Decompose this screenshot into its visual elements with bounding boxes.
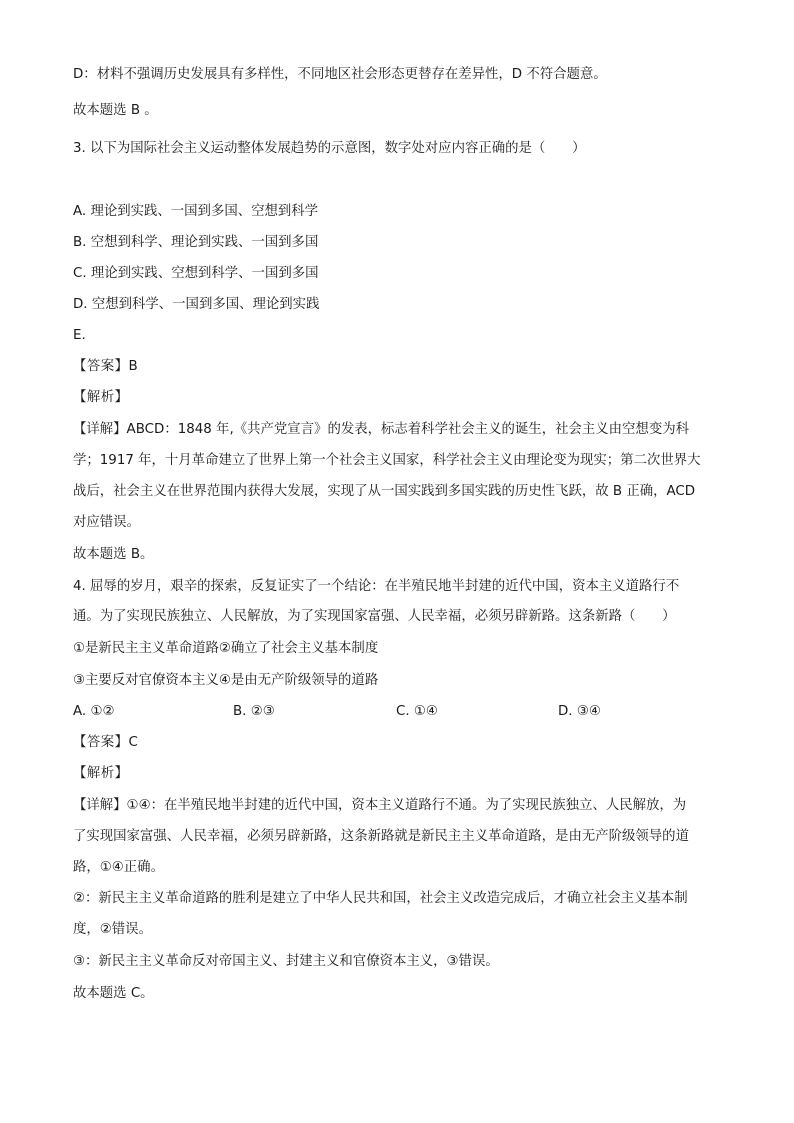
q4-answer: 【答案】C (73, 735, 139, 750)
q4-choice-c: C. ①④ (396, 704, 438, 719)
q4-conclusion: 故本题选 C。 (73, 986, 154, 1001)
prev-option-d-explanation: D：材料不强调历史发展具有多样性，不同地区社会形态更替存在差异性，D 不符合题意。 (73, 67, 607, 82)
q3-option-e: E. (73, 328, 86, 343)
q3-analysis-heading: 【解析】 (73, 390, 129, 405)
q3-option-d: D. 空想到科学、一国到多国、理论到实践 (73, 297, 320, 312)
q4-analysis-heading: 【解析】 (73, 766, 129, 781)
q4-detail-line: 度，②错误。 (73, 922, 152, 937)
q4-choice-b: B. ②③ (233, 704, 275, 719)
q4-statement-line: ①是新民主主义革命道路②确立了社会主义基本制度 (73, 641, 379, 656)
q3-conclusion: 故本题选 B。 (73, 547, 154, 562)
q4-detail-line: 路，①④正确。 (73, 860, 164, 875)
q3-answer: 【答案】B (73, 359, 139, 374)
q3-detail-line: 对应错误。 (73, 515, 140, 530)
q4-statement-line: ③主要反对官僚资本主义④是由无产阶级领导的道路 (73, 673, 379, 688)
q4-detail-line: 了实现国家富强、人民幸福，必须另辟新路，这条新路就是新民主主义革命道路，是由无产阶级领导的道 (73, 829, 689, 844)
q4-choice-a: A. ①② (73, 704, 115, 719)
q3-detail-line: 学；1917 年，十月革命建立了世界上第一个社会主义国家，科学社会主义由理论变为现实；第二次世界大 (73, 453, 701, 468)
q3-stem: 3. 以下为国际社会主义运动整体发展趋势的示意图，数字处对应内容正确的是（ ） (73, 141, 586, 156)
q3-option-b: B. 空想到科学、理论到实践、一国到多国 (73, 235, 319, 250)
q4-stem-line: 通。为了实现民族独立、人民解放，为了实现国家富强、人民幸福，必须另辟新路。这条新路（ ） (73, 609, 676, 624)
q3-detail-line: 战后，社会主义在世界范围内获得大发展，实现了从一国实践到多国实践的历史性飞跃，故 B 正确，ACD (73, 484, 696, 499)
q3-option-a: A. 理论到实践、一国到多国、空想到科学 (73, 204, 319, 219)
q3-option-c: C. 理论到实践、空想到科学、一国到多国 (73, 266, 319, 281)
q4-stem-line: 4. 屈辱的岁月，艰辛的探索，反复证实了一个结论：在半殖民地半封建的近代中国，资本主义道路行不 (73, 579, 680, 594)
q4-choice-d: D. ③④ (558, 704, 601, 719)
q4-detail-line: 【详解】①④：在半殖民地半封建的近代中国，资本主义道路行不通。为了实现民族独立、人民解放，为 (73, 798, 687, 813)
q3-detail-line: 【详解】ABCD：1848 年,《共产党宣言》的发表，标志着科学社会主义的诞生，社会主义由空想变为科 (73, 422, 689, 437)
q4-detail-line: ③：新民主主义革命反对帝国主义、封建主义和官僚资本主义，③错误。 (73, 954, 499, 969)
prev-conclusion: 故本题选 B 。 (73, 103, 158, 118)
q4-detail-line: ②：新民主主义革命道路的胜利是建立了中华人民共和国，社会主义改造完成后，才确立社会主义基本制 (73, 891, 688, 906)
